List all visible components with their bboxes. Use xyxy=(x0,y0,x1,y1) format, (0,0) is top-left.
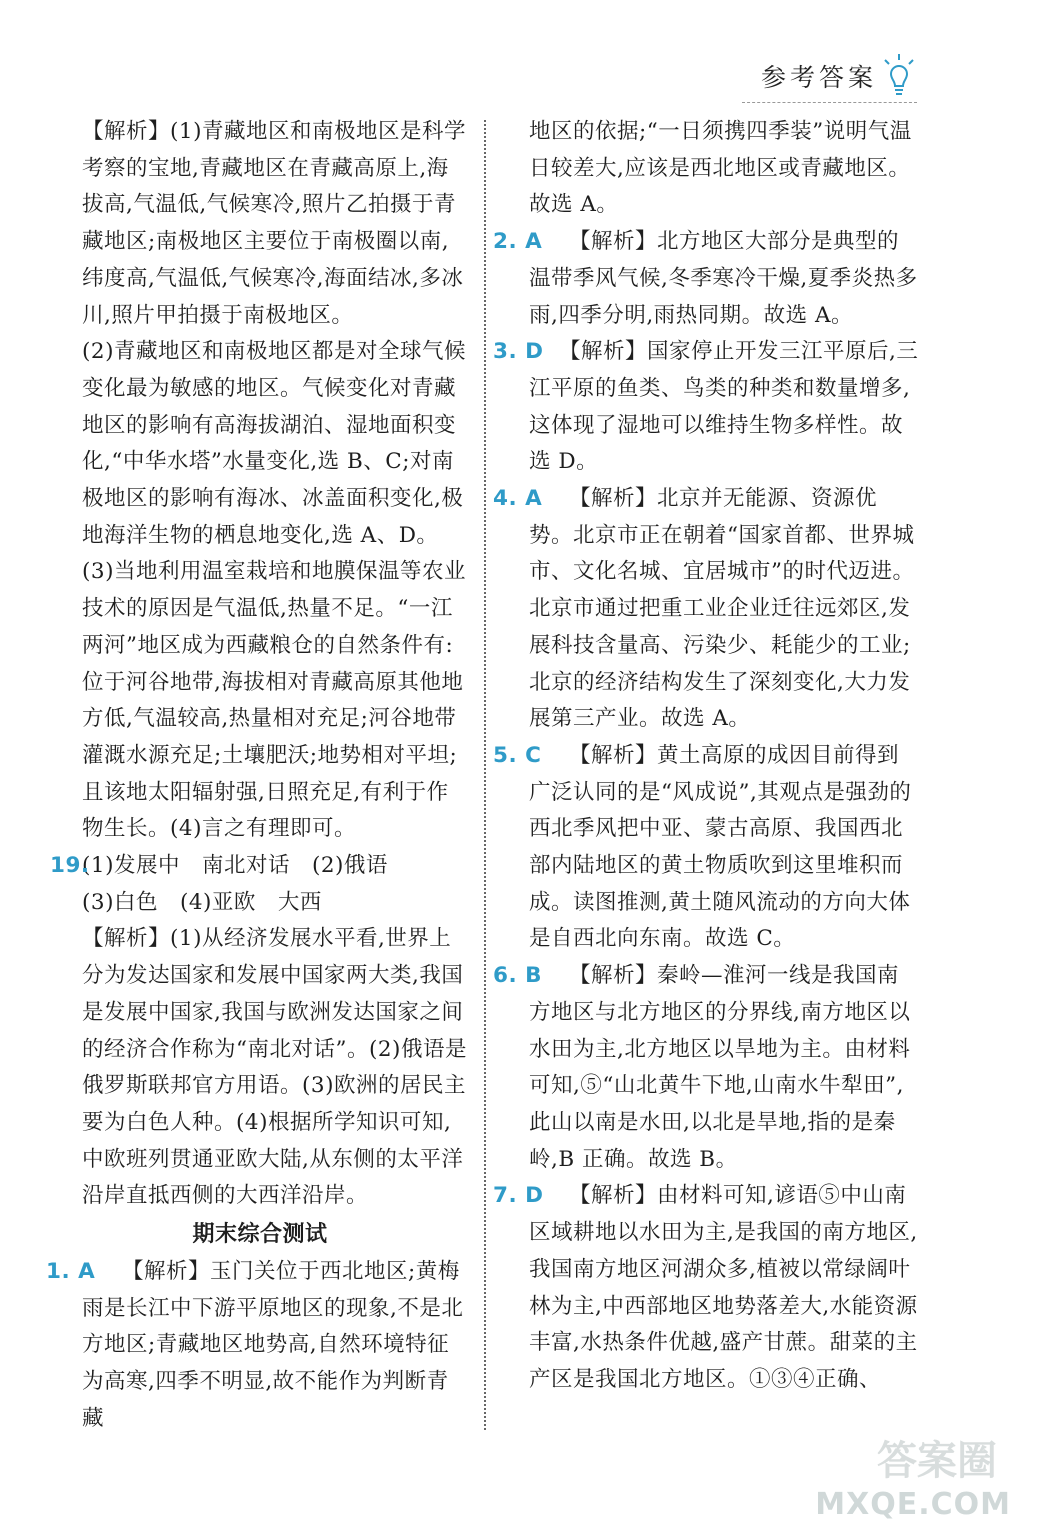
q7-number: 7. D xyxy=(493,1183,544,1209)
header-rule xyxy=(742,102,917,103)
q19-answer-line2: (3)白色 (4)亚欧 大西 xyxy=(82,889,322,915)
watermark-url: MXQE.COM xyxy=(815,1487,1011,1522)
question-5 xyxy=(493,738,919,958)
watermark xyxy=(815,1438,1027,1530)
q4-text: 【解析】北京并无能源、资源优势。北京市正在朝着“国家首都、世界城市、文化名城、宜居城市”的时代迈进。北京市通过把重工业企业迁往远郊区,发展科技含量高、污染少、耗能少的工业;北京的经济结构发生了深刻变化,大力发展第三产业。故选 A。 xyxy=(529,486,915,732)
q4-number: 4. A xyxy=(493,486,543,512)
q18-analysis-part3: (3)当地利用温室栽培和地膜保温等农业技术的原因是气温低,热量不足。“一江两河”地区成为西藏粮仓的自然条件有:位于河谷地带,海拔相对青藏高原其他地方低,气温较高,热量相对充足;河谷地带灌溉水源充足;土壤肥沃;地势相对平坦;且该地太阳辐射强,日照充足,有利于作物生长。(4)言之有理即可。 xyxy=(82,559,466,842)
question-6 xyxy=(493,958,919,1178)
q2-text: 【解析】北方地区大部分是典型的温带季风气候,冬季寒冷干燥,夏季炎热多雨,四季分明,雨热同期。故选 A。 xyxy=(529,229,918,328)
left-column xyxy=(46,114,470,1437)
column-divider xyxy=(484,120,486,1430)
q2-number: 2. A xyxy=(493,229,543,255)
q6-number: 6. B xyxy=(493,963,542,989)
q3-text: 【解析】国家停止开发三江平原后,三江平原的鱼类、鸟类的种类和数量增多,这体现了湿地可以维持生物多样性。故选 D。 xyxy=(529,339,919,475)
right-column xyxy=(493,114,919,1399)
q3-number: 3. D xyxy=(493,339,544,365)
header-title: 参考答案 xyxy=(760,63,877,92)
question-3 xyxy=(493,334,919,481)
section-title: 期末综合测试 xyxy=(192,1222,328,1248)
question-1 xyxy=(46,1254,470,1438)
q5-text: 【解析】黄土高原的成因目前得到广泛认同的是“风成说”,其观点是强劲的西北季风把中亚、蒙古高原、我国西北部内陆地区的黄土物质吹到这里堆积而成。读图推测,黄土随风流动的方向大体是自西北向东南。故选 C。 xyxy=(529,742,912,952)
q7-text: 【解析】由材料可知,谚语⑤中山南区域耕地以水田为主,是我国的南方地区,我国南方地区河湖众多,植被以常绿阔叶林为主,中西部地区地势落差大,水能资源丰富,水热条件优越,盛产甘蔗。甜菜的主产区是我国北方地区。①③④正确、 xyxy=(529,1183,918,1392)
q18-analysis-part1: 【解析】(1)青藏地区和南极地区是科学考察的宝地,青藏地区在青藏高原上,海拔高,气温低,气候寒冷,照片乙拍摄于青藏地区;南极地区主要位于南极圈以南,纬度高,气温低,气候寒冷,海面结冰,多冰川,照片甲拍摄于南极地区。 xyxy=(82,119,466,328)
q18-analysis-part2: (2)青藏地区和南极地区都是对全球气候变化最为敏感的地区。气候变化对青藏地区的影响有高海拔湖泊、湿地面积变化,“中华水塔”水量变化,选 B、C;对南极地区的影响有海冰、冰盖面积变化,极地海洋生物的栖息地变化,选 A、D。 xyxy=(82,339,466,548)
question-7 xyxy=(493,1178,919,1398)
q1-continuation: 地区的依据;“一日须携四季装”说明气温日较差大,应该是西北地区或青藏地区。故选 A。 xyxy=(529,119,912,218)
q19-answer-line1: (1)发展中 南北对话 (2)俄语 xyxy=(82,853,388,879)
question-4 xyxy=(493,481,919,738)
question-19 xyxy=(50,848,470,1215)
q1-text: 【解析】玉门关位于西北地区;黄梅雨是长江中下游平原地区的现象,不是北方地区;青藏地区地势高,自然环境特征为高寒,四季不明显,故不能作为判断青藏 xyxy=(82,1258,464,1431)
watermark-logo: 答案圈 xyxy=(877,1438,997,1484)
lightbulb-icon xyxy=(879,52,919,102)
q1-number: 1. A xyxy=(46,1258,96,1284)
q19-analysis: 【解析】(1)从经济发展水平看,世界上分为发达国家和发展中国家两大类,我国是发展中国家,我国与欧洲发达国家之间的经济合作称为“南北对话”。(2)俄语是俄罗斯联邦官方用语。(3)欧洲的居民主要为白色人种。(4)根据所学知识可知,中欧班列贯通亚欧大陆,从东侧的太平洋沿岸直抵西侧的大西洋沿岸。 xyxy=(82,926,467,1209)
question-2 xyxy=(493,224,919,334)
q19-number: 19. xyxy=(50,853,90,879)
q6-text: 【解析】秦岭—淮河一线是我国南方地区与北方地区的分界线,南方地区以水田为主,北方地区以旱地为主。由材料可知,⑤“山北黄牛下地,山南水牛犁田”,此山以南是水田,以北是旱地,指的是秦岭,B 正确。故选 B。 xyxy=(529,963,911,1172)
q5-number: 5. C xyxy=(493,742,542,768)
